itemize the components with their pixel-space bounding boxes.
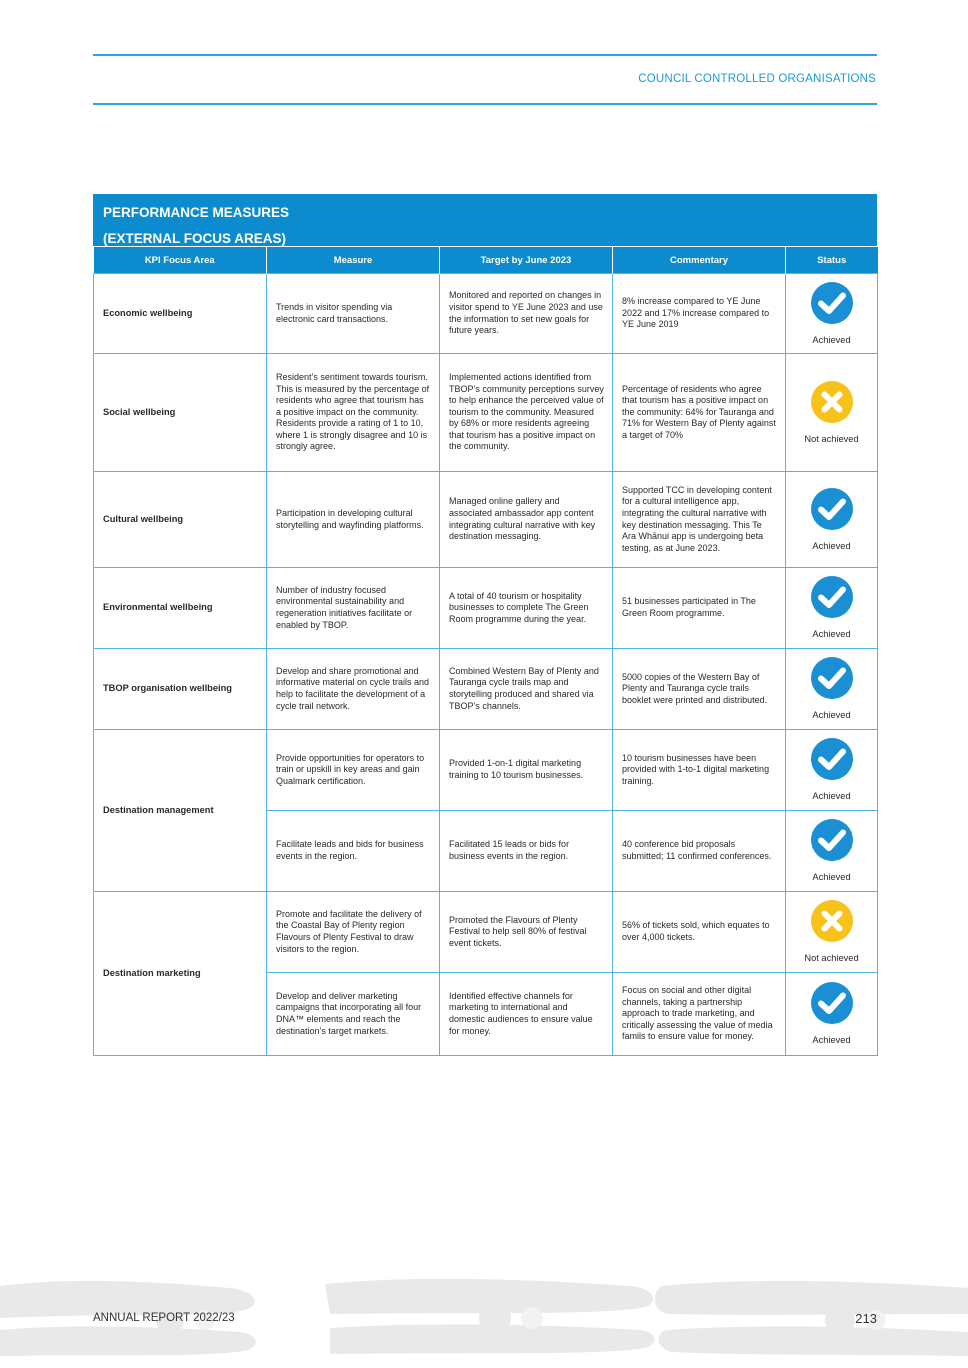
- target-cell: A total of 40 tourism or hospitality businesses to complete The Green Room programme during the year.: [440, 568, 613, 649]
- header-rule-bottom: [93, 103, 877, 105]
- measure-cell: Facilitate leads and bids for business events in the region.: [267, 811, 440, 892]
- target-cell: Identified effective channels for marketing to international and domestic audiences to ensure value for money.: [440, 973, 613, 1056]
- target-cell: Facilitated 15 leads or bids for business events in the region.: [440, 811, 613, 892]
- check-circle-icon: [810, 981, 854, 1025]
- col-header-target: Target by June 2023: [440, 247, 613, 274]
- check-circle-icon: [810, 656, 854, 700]
- table-row: [94, 892, 878, 973]
- measure-cell: Trends in visitor spending via electronic card transactions.: [267, 274, 440, 354]
- page-number: 213: [855, 1311, 877, 1326]
- commentary-cell: Percentage of residents who agree that tourism has a positive impact on the community: 64% for Tauranga and 71% for Western Bay of Plenty against a target of 70%: [613, 354, 786, 472]
- kpi-area-cell: Environmental wellbeing: [94, 568, 267, 649]
- status-cell: [786, 649, 878, 730]
- status-cell: [786, 892, 878, 973]
- commentary-cell: 8% increase compared to YE June 2022 and 17% increase compared to YE June 2019: [613, 274, 786, 354]
- status-cell: [786, 354, 878, 472]
- status-label: Not achieved: [804, 953, 859, 964]
- target-cell: Implemented actions identified from TBOP’s community perceptions survey to help enhance the perceived value of tourism to the community. Measured by 68% or more residents agreeing that tourism has a positive impact on the community.: [440, 354, 613, 472]
- cross-circle-icon: [810, 380, 854, 424]
- status-cell: [786, 274, 878, 354]
- table-row: [94, 568, 878, 649]
- measure-cell: Develop and share promotional and informative material on cycle trails and help to facilitate the development of a cycle trail network.: [267, 649, 440, 730]
- commentary-cell: Supported TCC in developing content for a cultural intelligence app, integrating the cultural narrative with key destination messaging. This Te Ara Whānui app is undergoing beta testing, as at June 2023.: [613, 472, 786, 568]
- cross-circle-icon: [810, 899, 854, 943]
- col-header-measure: Measure: [267, 247, 440, 274]
- commentary-cell: 40 conference bid proposals submitted; 11 confirmed conferences.: [613, 811, 786, 892]
- col-header-kpi: KPI Focus Area: [94, 247, 267, 274]
- performance-table: [93, 246, 878, 1056]
- kpi-area-cell: Economic wellbeing: [94, 274, 267, 354]
- status-label: Achieved: [812, 629, 851, 640]
- target-cell: Provided 1-on-1 digital marketing training to 10 tourism businesses.: [440, 730, 613, 811]
- col-header-commentary: Commentary: [613, 247, 786, 274]
- measure-cell: Develop and deliver marketing campaigns that incorporating all four DNA™ elements and reach the destination’s target markets.: [267, 973, 440, 1056]
- status-label: Achieved: [812, 540, 851, 551]
- kpi-area-cell: Destination marketing: [94, 892, 267, 1056]
- header-rule-top: [93, 54, 877, 56]
- check-circle-icon: [810, 575, 854, 619]
- check-circle-icon: [810, 487, 854, 531]
- status-cell: [786, 730, 878, 811]
- measure-cell: Participation in developing cultural storytelling and wayfinding platforms.: [267, 472, 440, 568]
- commentary-cell: Focus on social and other digital channels, taking a partnership approach to trade marketing, and critically assessing the value of media famils to ensure value for money.: [613, 973, 786, 1056]
- kpi-area-cell: Social wellbeing: [94, 354, 267, 472]
- status-label: Achieved: [812, 1035, 851, 1046]
- status-cell: [786, 472, 878, 568]
- status-cell: [786, 568, 878, 649]
- col-header-status: Status: [786, 247, 878, 274]
- status-cell: [786, 973, 878, 1056]
- status-label: Achieved: [812, 872, 851, 883]
- table-row: [94, 730, 878, 811]
- commentary-cell: 5000 copies of the Western Bay of Plenty and Tauranga cycle trails booklet were printed and distributed.: [613, 649, 786, 730]
- footer-report-label: ANNUAL REPORT 2022/23: [93, 1312, 235, 1324]
- table-row: [94, 274, 878, 354]
- commentary-cell: 56% of tickets sold, which equates to over 4,000 tickets.: [613, 892, 786, 973]
- table-row: [94, 649, 878, 730]
- status-label: Achieved: [812, 791, 851, 802]
- measure-cell: Resident’s sentiment towards tourism. This is measured by the percentage of residents who agree that tourism has a positive impact on the community. Residents provide a rating of 1 to 10, where 1 is strongly disagree and 10 is strongly agree.: [267, 354, 440, 472]
- status-label: Achieved: [812, 710, 851, 721]
- measure-cell: Promote and facilitate the delivery of the Coastal Bay of Plenty region Flavours of Plenty Festival to draw visitors to the region.: [267, 892, 440, 973]
- target-cell: Combined Western Bay of Plenty and Tauranga cycle trails map and storytelling produced and shared via TBOP’s channels.: [440, 649, 613, 730]
- commentary-cell: 10 tourism businesses have been provided with 1-to-1 digital marketing training.: [613, 730, 786, 811]
- status-label: Achieved: [812, 334, 851, 345]
- target-cell: Promoted the Flavours of Plenty Festival to help sell 80% of festival event tickets.: [440, 892, 613, 973]
- commentary-cell: 51 businesses participated in The Green Room programme.: [613, 568, 786, 649]
- table-title-line1: PERFORMANCE MEASURES: [103, 205, 290, 220]
- section-label: COUNCIL CONTROLLED ORGANISATIONS: [638, 73, 876, 85]
- target-cell: Monitored and reported on changes in visitor spend to YE June 2023 and use the information to set new goals for future years.: [440, 274, 613, 354]
- table-row: [94, 472, 878, 568]
- kpi-area-cell: Cultural wellbeing: [94, 472, 267, 568]
- status-label: Not achieved: [804, 433, 859, 444]
- table-title: [93, 194, 877, 246]
- check-circle-icon: [810, 737, 854, 781]
- table-title-line2: (EXTERNAL FOCUS AREAS): [103, 231, 287, 246]
- status-cell: [786, 811, 878, 892]
- kpi-area-cell: Destination management: [94, 730, 267, 892]
- table-row: [94, 354, 878, 472]
- measure-cell: Provide opportunities for operators to train or upskill in key areas and gain Qualmark certification.: [267, 730, 440, 811]
- measure-cell: Number of industry focused environmental sustainability and regeneration initiatives facilitate or enabled by TBOP.: [267, 568, 440, 649]
- kpi-area-cell: TBOP organisation wellbeing: [94, 649, 267, 730]
- check-circle-icon: [810, 818, 854, 862]
- target-cell: Managed online gallery and associated ambassador app content integrating cultural narrative with key destination messaging.: [440, 472, 613, 568]
- performance-table-container: [93, 194, 877, 1056]
- check-circle-icon: [810, 281, 854, 325]
